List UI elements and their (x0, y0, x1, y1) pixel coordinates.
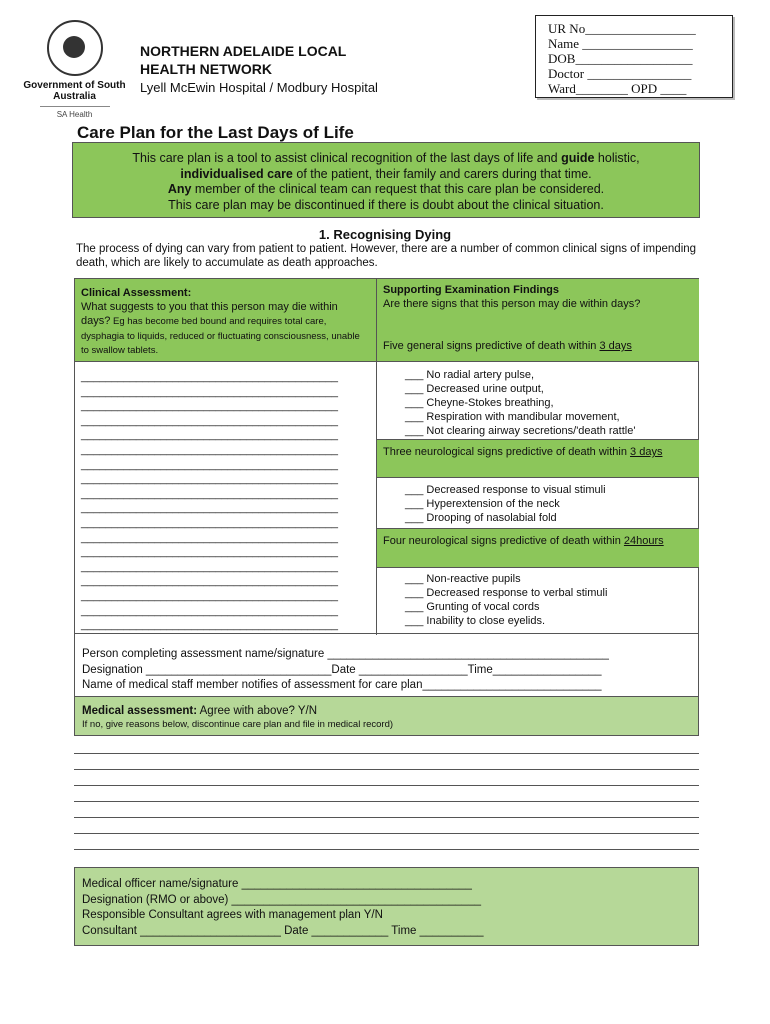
neuro-sign-item[interactable]: ___ Drooping of nasolabial fold (405, 512, 557, 524)
piping-shrike-crest-icon (47, 20, 103, 76)
supporting-question: Are there signs that this person may die within days? (383, 298, 641, 310)
clinical-notes-lines[interactable]: __________________________________________ __________________________________________ __________________________________________ __________________________________________ __________________________________________ __________________________________________ __________________________________________ __________________________________________ __________________________________________ __________________________________________ __________________________________________ __________________________________________ __________________________________________ __________________________________________ __________________________________________ __________________________________________ __________________________________________ __________________________________________ (75, 362, 377, 635)
logo-sa-health-text: SA Health (40, 106, 110, 119)
consultant-agrees-field[interactable]: Responsible Consultant agrees with management plan Y/N (82, 909, 383, 921)
consultant-date-time-field[interactable]: Consultant ______________________ Date ____________ Time __________ (82, 924, 484, 937)
neuro-sign-item[interactable]: ___ Non-reactive pupils (405, 573, 521, 585)
ward-opd-field[interactable]: Ward________ OPD ____ (548, 81, 687, 96)
intro-line-4: This care plan may be discontinued if there is doubt about the clinical situation. (168, 197, 604, 212)
neuro-sign-item[interactable]: ___ Hyperextension of the neck (405, 498, 560, 510)
hospital-names: Lyell McEwin Hospital / Modbury Hospital (140, 80, 378, 95)
reason-line[interactable] (74, 753, 699, 754)
neuro-sign-item[interactable]: ___ Decreased response to visual stimuli (405, 484, 606, 496)
supporting-title: Supporting Examination Findings (383, 284, 559, 296)
reason-line[interactable] (74, 849, 699, 850)
organisation-heading (140, 42, 378, 95)
general-sign-item[interactable]: ___ Decreased urine output, (405, 383, 544, 395)
dob-field[interactable]: DOB__________________ (548, 51, 693, 66)
five-signs-heading: Five general signs predictive of death within 3 days (383, 340, 632, 352)
general-sign-item[interactable]: ___ Cheyne-Stokes breathing, (405, 397, 554, 409)
clinical-question: What suggests to you that this person may die within days? (81, 301, 338, 327)
three-neuro-signs-list (377, 478, 699, 529)
assessment-table (74, 278, 699, 634)
four-neuro-signs-heading: Four neurological signs predictive of death within 24hours (377, 529, 699, 568)
four-neuro-signs-list (377, 568, 699, 634)
general-sign-item[interactable]: ___ No radial artery pulse, (405, 369, 535, 381)
intro-line-3: Any member of the clinical team can request that this care plan be considered. (167, 182, 605, 196)
medical-staff-notified-field[interactable]: Name of medical staff member notifies of assessment for care plan____________________________ (82, 679, 602, 691)
medical-assessment-question[interactable]: Medical assessment: Agree with above? Y/N (82, 705, 318, 717)
intro-line-1: This care plan is a tool to assist clinical recognition of the last days of life and guide holistic, (132, 151, 640, 165)
medical-assessment-note: If no, give reasons below, discontinue care plan and file in medical record) (82, 719, 394, 730)
neuro-sign-item[interactable]: ___ Inability to close eyelids. (405, 615, 546, 627)
reason-line[interactable] (74, 769, 699, 770)
clinical-assessment-title: Clinical Assessment: (81, 287, 192, 299)
org-line-2: HEALTH NETWORK (140, 61, 272, 77)
page-title: Care Plan for the Last Days of Life (77, 123, 354, 142)
org-line-1: NORTHERN ADELAIDE LOCAL (140, 43, 347, 59)
assessor-name-field[interactable]: Person completing assessment name/signature ____________________________________________ (82, 648, 609, 660)
neuro-sign-item[interactable]: ___ Grunting of vocal cords (405, 601, 540, 613)
section-heading: 1. Recognising Dying (318, 227, 452, 242)
assessor-details (74, 634, 699, 697)
logo-government-text: Government of South Australia (23, 80, 126, 102)
reason-line[interactable] (74, 801, 699, 802)
medical-officer-signature-field[interactable]: Medical officer name/signature ____________________________________ (82, 878, 472, 890)
section-intro-paragraph: The process of dying can vary from patient to patient. However, there are a number of common clinical signs of impending death, which are likely to accumulate as death approaches. (76, 243, 697, 269)
neuro-sign-item[interactable]: ___ Decreased response to verbal stimuli (405, 587, 608, 599)
officer-designation-field[interactable]: Designation (RMO or above) _______________________________________ (82, 893, 481, 906)
name-field[interactable]: Name _________________ (548, 36, 693, 51)
designation-date-time-field[interactable]: Designation _____________________________Date _________________Time_________________ (82, 663, 602, 676)
supporting-findings-header (377, 279, 699, 362)
medical-assessment-box (74, 697, 699, 736)
sa-health-logo (22, 20, 127, 119)
patient-id-box (535, 15, 733, 98)
intro-line-2: individualised care of the patient, their family and carers during that time. (180, 166, 592, 181)
general-sign-item[interactable]: ___ Respiration with mandibular movement, (405, 411, 620, 423)
intro-box (72, 142, 700, 218)
ur-number-field[interactable]: UR No_________________ (548, 21, 696, 36)
three-neuro-signs-heading: Three neurological signs predictive of death within 3 days (377, 440, 699, 478)
doctor-field[interactable]: Doctor ________________ (548, 66, 692, 81)
general-signs-list (377, 362, 699, 440)
reason-line[interactable] (74, 833, 699, 834)
reason-line[interactable] (74, 817, 699, 818)
clinical-assessment-header (75, 279, 377, 362)
medical-officer-box (74, 867, 699, 946)
general-sign-item[interactable]: ___ Not clearing airway secretions/'death rattle' (405, 425, 636, 437)
clinical-example: Eg has become bed bound and requires total care, dysphagia to liquids, reduced or fluctuating consciousness, unable to swallow tablets. (81, 316, 360, 356)
reason-line[interactable] (74, 785, 699, 786)
